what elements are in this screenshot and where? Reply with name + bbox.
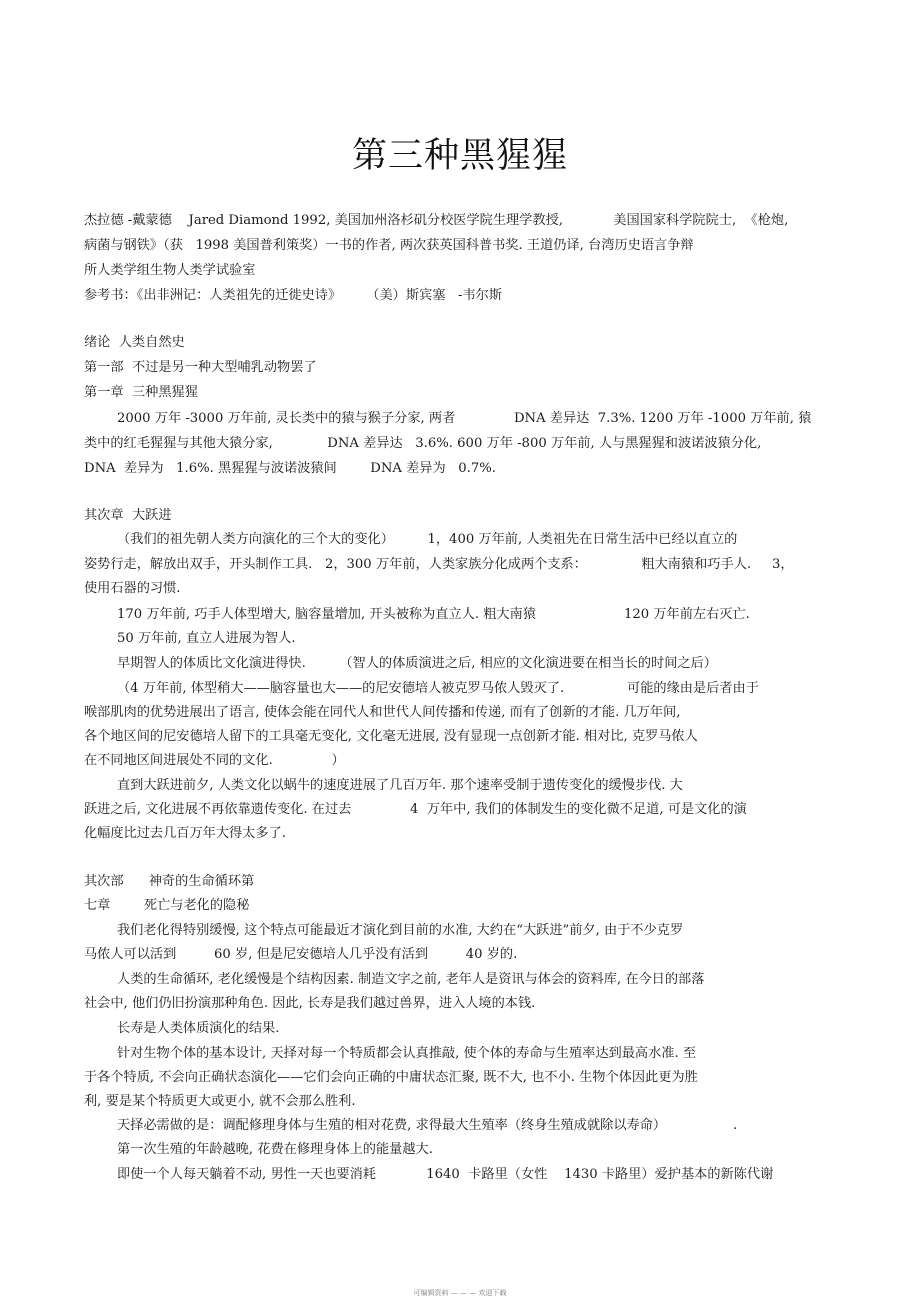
section-heading: 绪论 人类自然史 bbox=[84, 335, 185, 350]
text-line: 早期智人的体质比文化演进得快. （智人的体质演进之后, 相应的文化演进要在相当长的时间之后） bbox=[117, 656, 717, 671]
text-line: 化幅度比过去几百万年大得太多了. bbox=[84, 826, 287, 841]
text-line: 所人类学组生物人类学试验室 bbox=[84, 263, 256, 278]
text-line: 各个地区间的尼安德培人留下的工具毫无变化, 文化毫无进展, 没有显现一点创新才能. 相对比, 克罗马侬人 bbox=[84, 729, 698, 744]
text-line: 马侬人可以活到 60 岁, 但是尼安德培人几乎没有活到 40 岁的. bbox=[84, 947, 518, 962]
text-line: 姿势行走，解放出双手，开头制作工具. 2，300 万年前，人类家族分化成两个支系： 粗大南猿和巧手人. 3， bbox=[84, 557, 794, 572]
text-line: 社会中, 他们仍旧扮演那种角色. 因此, 长寿是我们越过兽界，进入人境的本钱. bbox=[84, 996, 536, 1011]
text-line: （我们的祖先朝人类方向演化的三个大的变化） 1，400 万年前, 人类祖先在日常生活中已经以直立的 bbox=[117, 532, 738, 547]
text-line: 长寿是人类体质演化的结果. bbox=[117, 1021, 280, 1036]
text-line: 在不同地区间进展处不同的文化. ） bbox=[84, 753, 345, 768]
text-line: 于各个特质, 不会向正确状态演化——它们会向正确的中庸状态汇聚, 既不大, 也不小. 生物个体因此更为胜 bbox=[84, 1070, 698, 1085]
section-heading: 其次章 大跃进 bbox=[84, 508, 172, 523]
section-heading: 七章 死亡与老化的隐秘 bbox=[84, 898, 250, 913]
text-line: 杰拉德 -戴蒙德 Jared Diamond 1992, 美国加州洛杉矶分校医学院生理学教授, 美国国家科学院院士, 《枪炮, bbox=[84, 213, 789, 228]
text-line: 利, 要是某个特质更大或更小, 就不会那么胜利. bbox=[84, 1094, 356, 1109]
text-line: 第一次生殖的年龄越晚, 花费在修理身体上的能量越大. bbox=[117, 1142, 433, 1157]
page-title: 第三种黑猩猩 bbox=[351, 136, 568, 176]
text-line: DNA 差异为 1.6%. 黑猩猩与波诺波猿间 DNA 差异为 0.7%. bbox=[84, 461, 496, 476]
text-line: 喉部肌肉的优势进展出了语言, 使体会能在同代人和世代人间传播和传递, 而有了创新的才能. 几万年间, bbox=[84, 705, 681, 720]
text-line: 我们老化得特别缓慢, 这个特点可能最近才演化到目前的水准, 大约在“大跃进”前夕, 由于不少克罗 bbox=[117, 923, 684, 938]
section-heading: 其次部 神奇的生命循环第 bbox=[84, 874, 255, 889]
text-line: 50 万年前, 直立人进展为智人. bbox=[117, 631, 296, 646]
text-line: 类中的红毛猩猩与其他大猿分家, DNA 差异达 3.6%. 600 万年 -800 万年前, 人与黑猩猩和波诺波猿分化, bbox=[84, 436, 762, 451]
text-line: 2000 万年 -3000 万年前, 灵长类中的猿与猴子分家, 两者 DNA 差异达 7.3%. 1200 万年 -1000 万年前, 猿 bbox=[117, 411, 812, 426]
text-line: （4 万年前, 体型稍大——脑容量也大——的尼安德培人被克罗马侬人毁灭了. 可能的缘由是后者由于 bbox=[117, 681, 759, 696]
text-line: 即使一个人每天躺着不动, 男性一天也要消耗 1640 卡路里（女性 1430 卡路里）爱护基本的新陈代谢 bbox=[117, 1167, 774, 1182]
section-heading: 第一部 不过是另一种大型哺乳动物罢了 bbox=[84, 360, 317, 375]
section-heading: 第一章 三种黑猩猩 bbox=[84, 385, 198, 400]
text-line: 跃进之后, 文化进展不再依靠遗传变化. 在过去 4 万年中, 我们的体制发生的变化微不足道, 可是文化的演 bbox=[84, 802, 747, 817]
text-line: 使用石器的习惯. bbox=[84, 581, 181, 596]
text-line: 直到大跃进前夕, 人类文化以蜗牛的速度进展了几百万年. 那个速率受制于遗传变化的缓慢步伐. 大 bbox=[117, 778, 683, 793]
text-line: 病菌与钢铁》（获 1998 美国普利策奖）一书的作者, 两次获英国科普书奖. 王道仍译, 台湾历史语言争辩 bbox=[84, 238, 694, 253]
text-line: 170 万年前, 巧手人体型增大, 脑容量增加, 开头被称为直立人. 粗大南猿 120 万年前左右灭亡. bbox=[117, 607, 750, 622]
text-line: 针对生物个体的基本设计, 天择对每一个特质都会认真推敲, 使个体的寿命与生殖率达到最高水准. 至 bbox=[117, 1046, 697, 1061]
text-line: 人类的生命循环, 老化缓慢是个结构因素. 制造文字之前, 老年人是资讯与体会的资料库, 在今日的部落 bbox=[117, 972, 705, 987]
text-line: 天择必需做的是：调配修理身体与生殖的相对花费, 求得最大生殖率（终身生殖成就除以寿命） . bbox=[117, 1118, 738, 1133]
text-line: 参考书：《出非洲记：人类祖先的迁徙史诗》 （美）斯宾塞 -韦尔斯 bbox=[84, 288, 503, 303]
page-footer: 可编辑资料 — — — 欢迎下载 bbox=[413, 1289, 507, 1297]
